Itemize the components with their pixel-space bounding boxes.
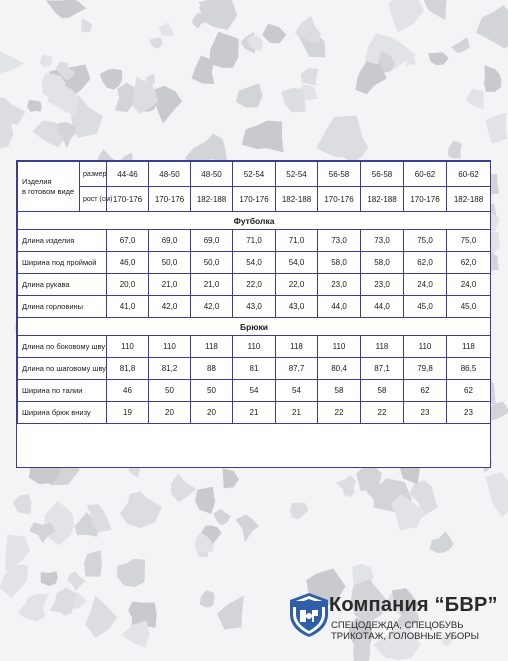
value-cell: 88 [191,358,233,380]
section-title: Футболка [18,212,491,230]
value-cell: 23 [404,402,447,424]
row-label: Ширина под проймой [18,252,107,274]
section-header-row [18,318,491,336]
value-cell: 58 [318,380,361,402]
company-logo [288,592,330,638]
size-cell: 60-62 [447,162,491,187]
size-cell: 48-50 [191,162,233,187]
size-cell: 52-54 [233,162,276,187]
size-row [18,162,491,187]
value-cell: 19 [107,402,149,424]
value-cell: 50,0 [191,252,233,274]
size-label: размер [80,162,107,187]
value-cell: 118 [361,336,404,358]
table-row [18,380,491,402]
section-title: Брюки [18,318,491,336]
height-cell: 182-188 [276,187,318,212]
value-cell: 71,0 [233,230,276,252]
value-cell: 110 [404,336,447,358]
value-cell: 73,0 [318,230,361,252]
tagline-line1: СПЕЦОДЕЖДА, СПЕЦОБУВЬ [331,620,464,631]
value-cell: 110 [233,336,276,358]
value-cell: 43,0 [233,296,276,318]
row-label: Длина горловины [18,296,107,318]
height-row [18,187,491,212]
value-cell: 23,0 [318,274,361,296]
header-label-cell [18,162,80,212]
value-cell: 50,0 [149,252,191,274]
size-cell: 52-54 [276,162,318,187]
table-row [18,296,491,318]
value-cell: 73,0 [361,230,404,252]
row-label: Длина изделия [18,230,107,252]
value-cell: 45,0 [404,296,447,318]
value-cell: 58,0 [361,252,404,274]
value-cell: 41,0 [107,296,149,318]
row-label: Длина рукава [18,274,107,296]
value-cell: 20 [191,402,233,424]
height-cell: 170-176 [318,187,361,212]
value-cell: 23,0 [361,274,404,296]
table-row [18,274,491,296]
height-cell: 170-176 [107,187,149,212]
value-cell: 79,8 [404,358,447,380]
value-cell: 43,0 [276,296,318,318]
value-cell: 46,0 [107,252,149,274]
value-cell: 62,0 [447,252,491,274]
value-cell: 67,0 [107,230,149,252]
height-label: рост (см) [80,187,107,212]
header-label-line2: в готовом виде [22,186,75,196]
size-cell: 48-50 [149,162,191,187]
row-label: Ширина по талии [18,380,107,402]
size-cell: 44-46 [107,162,149,187]
value-cell: 62 [447,380,491,402]
value-cell: 21 [276,402,318,424]
value-cell: 24,0 [447,274,491,296]
value-cell: 24,0 [404,274,447,296]
value-cell: 75,0 [447,230,491,252]
value-cell: 80,4 [318,358,361,380]
height-cell: 170-176 [149,187,191,212]
value-cell: 21,0 [191,274,233,296]
value-cell: 87,7 [276,358,318,380]
value-cell: 58,0 [318,252,361,274]
value-cell: 22 [318,402,361,424]
value-cell: 22,0 [233,274,276,296]
value-cell: 45,0 [447,296,491,318]
value-cell: 81,8 [107,358,149,380]
table-row [18,358,491,380]
value-cell: 69,0 [191,230,233,252]
value-cell: 22,0 [276,274,318,296]
value-cell: 50 [191,380,233,402]
value-cell: 69,0 [149,230,191,252]
value-cell: 110 [149,336,191,358]
value-cell: 20,0 [107,274,149,296]
table-row [18,230,491,252]
value-cell: 110 [107,336,149,358]
value-cell: 21 [233,402,276,424]
value-cell: 62 [404,380,447,402]
value-cell: 118 [276,336,318,358]
tagline-line2: ТРИКОТАЖ, ГОЛОВНЫЕ УБОРЫ [331,631,480,642]
company-tagline [331,620,506,642]
value-cell: 44,0 [361,296,404,318]
height-cell: 182-188 [191,187,233,212]
company-name: Компания “БВР” [329,594,498,616]
value-cell: 50 [149,380,191,402]
value-cell: 71,0 [276,230,318,252]
table-row [18,402,491,424]
value-cell: 22 [361,402,404,424]
header-label-line1: Изделия [22,176,52,186]
size-cell: 56-58 [361,162,404,187]
size-cell: 60-62 [404,162,447,187]
value-cell: 54 [276,380,318,402]
value-cell: 118 [191,336,233,358]
value-cell: 62,0 [404,252,447,274]
size-cell: 56-58 [318,162,361,187]
height-cell: 170-176 [404,187,447,212]
value-cell: 118 [447,336,491,358]
value-cell: 87,1 [361,358,404,380]
value-cell: 44,0 [318,296,361,318]
value-cell: 58 [361,380,404,402]
value-cell: 86,5 [447,358,491,380]
value-cell: 42,0 [149,296,191,318]
value-cell: 81 [233,358,276,380]
table-row [18,336,491,358]
value-cell: 23 [447,402,491,424]
value-cell: 42,0 [191,296,233,318]
section-header-row [18,212,491,230]
value-cell: 54 [233,380,276,402]
value-cell: 21,0 [149,274,191,296]
value-cell: 20 [149,402,191,424]
value-cell: 54,0 [276,252,318,274]
value-cell: 75,0 [404,230,447,252]
value-cell: 81,2 [149,358,191,380]
height-cell: 170-176 [233,187,276,212]
value-cell: 54,0 [233,252,276,274]
row-label: Ширина брюк внизу [18,402,107,424]
row-label: Длина по шаговому шву [18,358,107,380]
row-label: Длина по боковому шву [18,336,107,358]
table-row [18,252,491,274]
value-cell: 110 [318,336,361,358]
height-cell: 182-188 [447,187,491,212]
height-cell: 182-188 [361,187,404,212]
value-cell: 46 [107,380,149,402]
size-chart-table [16,160,491,468]
